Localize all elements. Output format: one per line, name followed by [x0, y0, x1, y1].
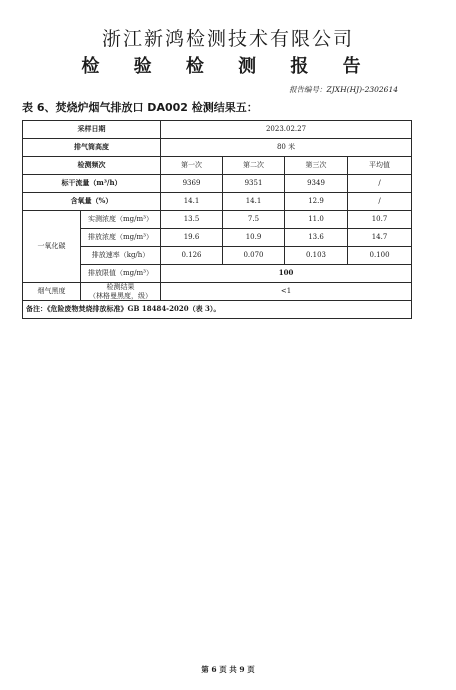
co-label: 一氧化碳	[23, 211, 81, 283]
smoke-result-title: 检测结果	[106, 283, 135, 292]
sampling-date-label: 采样日期	[23, 121, 161, 139]
flow-cell: /	[348, 175, 412, 193]
oxygen-cell: 14.1	[161, 193, 223, 211]
co-row-label: 实测浓度（mg/m³）	[81, 211, 161, 229]
co-cell: 0.070	[223, 247, 285, 265]
oxygen-cell: 14.1	[223, 193, 285, 211]
table-row	[23, 265, 412, 283]
stack-height-value: 80 米	[161, 139, 412, 157]
table-row	[23, 157, 412, 175]
co-cell: 13.5	[161, 211, 223, 229]
report-number: 报告编号：ZJXH(HJ)-2302614	[289, 85, 398, 94]
table-row	[23, 283, 412, 301]
freq-label: 检测频次	[23, 157, 161, 175]
co-cell: 14.7	[348, 229, 412, 247]
table-row	[23, 121, 412, 139]
co-cell: 10.7	[348, 211, 412, 229]
limit-value: 100	[161, 265, 412, 283]
smoke-label: 烟气黑度	[23, 283, 81, 301]
flow-cell: 9349	[285, 175, 348, 193]
flow-cell: 9369	[161, 175, 223, 193]
freq-col: 平均值	[348, 157, 412, 175]
oxygen-cell: /	[348, 193, 412, 211]
table-title: 表 6、焚烧炉烟气排放口 DA002 检测结果五：	[22, 101, 258, 114]
stack-height-label: 排气筒高度	[23, 139, 161, 157]
co-cell: 0.126	[161, 247, 223, 265]
co-cell: 13.6	[285, 229, 348, 247]
freq-col: 第一次	[161, 157, 223, 175]
co-cell: 10.9	[223, 229, 285, 247]
co-cell: 7.5	[223, 211, 285, 229]
flow-cell: 9351	[223, 175, 285, 193]
document-title: 检 验 检 测 报 告	[81, 56, 375, 77]
table-row	[23, 193, 412, 211]
company-name: 浙江新鸿检测技术有限公司	[101, 28, 354, 50]
co-row-label: 排放速率（kg/h）	[81, 247, 161, 265]
smoke-value: <1	[161, 283, 412, 301]
table-row	[23, 211, 412, 229]
table-note: 备注：《危险废物焚烧排放标准》GB 18484-2020（表 3）。	[23, 301, 412, 319]
sampling-date-value: 2023.02.27	[161, 121, 412, 139]
page-number: 第 6 页 共 9 页	[201, 665, 255, 674]
results-table	[22, 120, 412, 319]
flow-label: 标干流量（m³/h）	[23, 175, 161, 193]
smoke-result-label	[81, 283, 161, 301]
table-row	[23, 301, 412, 319]
co-cell: 11.0	[285, 211, 348, 229]
oxygen-cell: 12.9	[285, 193, 348, 211]
table-row	[23, 247, 412, 265]
oxygen-label: 含氧量（%）	[23, 193, 161, 211]
co-cell: 0.103	[285, 247, 348, 265]
limit-label: 排放限值（mg/m³）	[81, 265, 161, 283]
smoke-result-subtitle: （林格曼黑度，级）	[89, 291, 152, 300]
table-row	[23, 139, 412, 157]
co-row-label: 排放浓度（mg/m³）	[81, 229, 161, 247]
co-cell: 19.6	[161, 229, 223, 247]
co-cell: 0.100	[348, 247, 412, 265]
table-row	[23, 229, 412, 247]
freq-col: 第三次	[285, 157, 348, 175]
freq-col: 第二次	[223, 157, 285, 175]
table-row	[23, 175, 412, 193]
